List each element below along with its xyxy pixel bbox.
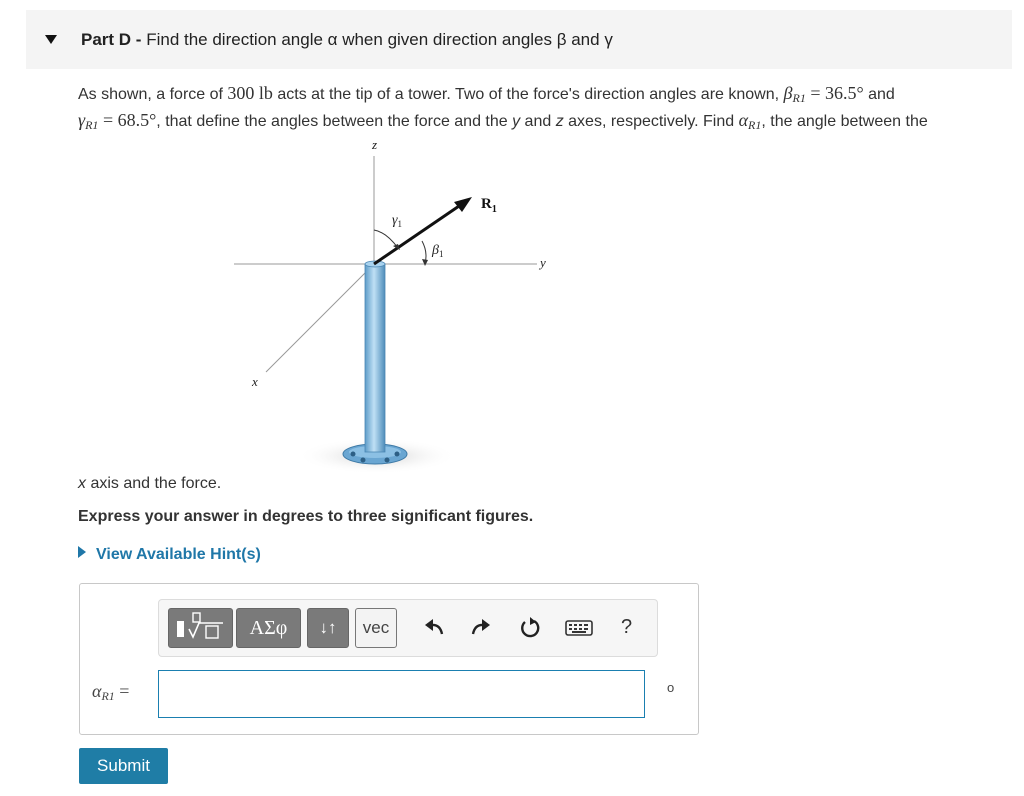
answer-input[interactable]: [158, 670, 645, 718]
bolt-icon: [361, 458, 366, 463]
math-toolbar: [158, 599, 658, 657]
x-axis-word: x: [78, 475, 86, 492]
expand-caret-icon: [78, 546, 86, 558]
gamma-subscript: R1: [85, 118, 99, 132]
part-title-text: Find the direction angle α when given direction angles β and γ: [146, 30, 613, 49]
beta1-label: $\beta_1$: [432, 243, 444, 259]
vector-button[interactable]: vec: [355, 608, 397, 648]
answer-subscript: R1: [101, 689, 115, 703]
beta-expression: [784, 83, 864, 103]
problem-line-3: [78, 475, 221, 493]
greek-symbols-button[interactable]: ΑΣφ: [236, 608, 301, 648]
problem-text: and: [520, 113, 556, 130]
bolt-icon: [395, 452, 400, 457]
degree-unit: o: [667, 680, 675, 695]
view-hints-link[interactable]: [78, 546, 261, 564]
force-vector-line: [374, 204, 462, 264]
collapse-caret-icon[interactable]: [45, 35, 57, 44]
tower-pole: [365, 264, 385, 452]
beta-symbol: β: [783, 83, 793, 103]
problem-statement: [78, 82, 1008, 136]
answer-equals: =: [114, 681, 130, 701]
force-unit: lb: [258, 83, 273, 103]
z-axis-word: z: [555, 113, 564, 130]
undo-icon[interactable]: [422, 616, 446, 640]
square-root-template-icon: [169, 609, 232, 647]
gamma1-label: $\gamma_1$: [392, 213, 403, 229]
gamma-symbol: γ: [78, 110, 86, 130]
gamma-arc: [374, 230, 398, 248]
bolt-icon: [385, 458, 390, 463]
problem-text: , that define the angles between the force and the: [156, 113, 513, 130]
bolt-icon: [351, 452, 356, 457]
force-magnitude: [227, 83, 273, 103]
answer-instructions: Express your answer in degrees to three significant figures.: [78, 508, 534, 525]
z-axis-label: z: [372, 137, 378, 152]
alpha-subscript: R1: [748, 118, 762, 132]
help-button[interactable]: ?: [621, 616, 633, 638]
problem-text: axes, respectively. Find: [563, 113, 739, 130]
redo-icon[interactable]: [469, 616, 493, 640]
part-title: [81, 30, 613, 50]
answer-panel: [79, 583, 699, 735]
alpha-expression: [739, 110, 762, 130]
force-value: 300: [227, 83, 255, 103]
x-axis-line: [266, 264, 374, 372]
reset-icon[interactable]: [518, 616, 542, 640]
beta-arc-arrow-icon: [422, 259, 428, 266]
answer-label: [92, 681, 129, 704]
problem-line-2: [78, 109, 1008, 136]
alpha-symbol: α: [738, 110, 749, 130]
problem-text: , the angle between the: [761, 113, 928, 130]
hint-label: View Available Hint(s): [96, 546, 261, 563]
x-axis-label: x: [252, 374, 258, 389]
force-arrowhead-icon: [454, 197, 472, 212]
keyboard-icon[interactable]: [565, 616, 593, 640]
problem-line-1: [78, 82, 1008, 109]
problem-text: axis and the force.: [86, 475, 222, 492]
beta-value: = 36.5°: [805, 83, 864, 103]
tower-force-figure: [232, 136, 562, 476]
gamma-expression: [78, 110, 156, 130]
problem-text: acts at the tip of a tower. Two of the force's direction angles are known,: [272, 86, 784, 103]
gamma-value: = 68.5°: [98, 110, 157, 130]
templates-button[interactable]: [168, 608, 233, 648]
part-label: Part D -: [81, 30, 142, 49]
submit-button[interactable]: Submit: [79, 748, 168, 784]
beta-subscript: R1: [792, 91, 806, 105]
problem-text: and: [863, 86, 895, 103]
answer-symbol: α: [92, 681, 102, 701]
answer-symbol-expression: [92, 681, 129, 701]
force-label: $R_1$: [481, 196, 497, 215]
y-axis-label: y: [540, 255, 546, 270]
part-header[interactable]: [26, 10, 1012, 69]
y-axis-word: y: [512, 113, 521, 130]
subscript-superscript-button[interactable]: ↓↑: [307, 608, 349, 648]
problem-text: As shown, a force of: [78, 86, 228, 103]
